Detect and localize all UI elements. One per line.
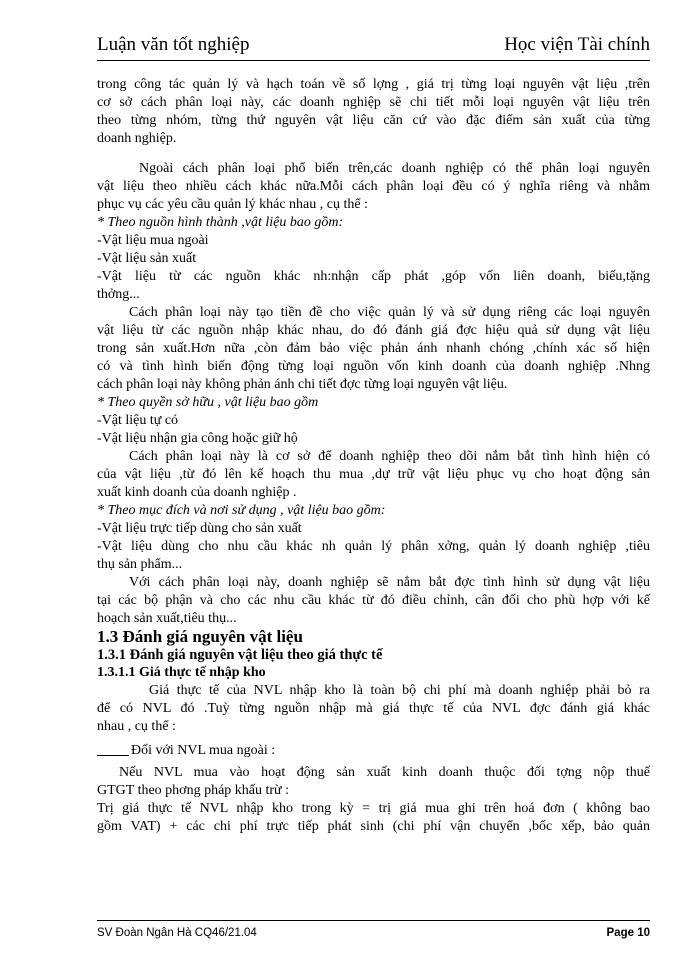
list-item: -Vật liệu mua ngoài	[97, 233, 209, 248]
header-institution: Học viện Tài chính	[504, 34, 650, 55]
heading-1-3-1: 1.3.1 Đánh giá nguyên vật liệu theo giá thực tế	[97, 647, 383, 663]
list-item: thụ sản phẩm...	[97, 557, 183, 572]
text-line: Giá thực tế của NVL nhập kho là toàn bộ chi phí mà doanh nghiệp phải bỏ ra	[149, 683, 650, 698]
text-line: Đối với NVL mua ngoài :	[131, 743, 276, 758]
section-title: * Theo nguồn hình thành ,vật liệu bao gồm:	[97, 215, 344, 230]
text-line: Cách phân loại này tạo tiền đề cho việc quản lý và sử dụng riêng các loại nguyên	[129, 305, 650, 320]
list-item: -Vật liệu dùng cho nhu cầu khác nh quản lý phân xởng, quản lý doanh nghiệp ,tiêu	[97, 539, 650, 554]
heading-1-3-1-1: 1.3.1.1 Giá thực tế nhập kho	[97, 665, 266, 680]
section-title: * Theo quyền sở hữu , vật liệu bao gồm	[97, 395, 319, 410]
list-item: thởng...	[97, 287, 140, 302]
text-line: trong sản xuất.Hơn nữa ,còn đảm bảo việc phản ánh nhanh chóng ,chính xác số hiện	[97, 341, 650, 356]
list-item: -Vật liệu trực tiếp dùng cho sản xuất	[97, 521, 302, 536]
text-line: theo từng nhóm, từng thứ nguyên vật liệu căn cứ vào đặc điểm sản xuất của từng	[97, 113, 650, 128]
text-line: vật liệu theo nhiều cách khác nữa.Mỗi cách phân loại đều có ý nghĩa riêng và nhằm	[97, 179, 650, 194]
text-line: của vật liệu ,từ đó lên kế hoạch thu mua ,dự trữ vật liệu phục vụ cho hoạt động sản	[97, 467, 650, 482]
text-line: Với cách phân loại này, doanh nghiệp sẽ nắm bắt đợc tình hình sử dụng vật liệu	[129, 575, 650, 590]
text-line: hoạch sản xuất,tiêu thụ...	[97, 611, 237, 626]
text-line: cơ sở cách phân loại này, các doanh nghiệp sẽ chi tiết mỗi loại nguyên vật liệu trên	[97, 95, 650, 110]
text-line: trong công tác quản lý và hạch toán về số lợng , giá trị từng loại nguyên vật liệu ,trên	[97, 77, 650, 92]
header-thesis-label: Luận văn tốt nghiệp	[97, 34, 250, 55]
text-line: Cách phân loại này là cơ sở để doanh nghiệp theo dõi nắm bắt tình hình hiện có	[129, 449, 650, 464]
text-line: gồm VAT) + các chi phí trực tiếp phát sinh (chi phí vận chuyển ,bốc xếp, bảo quản	[97, 819, 650, 834]
text-line: vật liệu từ các nguồn nhập khác nhau, do đó đánh giá đợc hiệu quả sử dụng vật liệu	[97, 323, 650, 338]
text-line: phục vụ các yêu cầu quản lý khác nhau , cụ thể :	[97, 197, 368, 212]
list-item: -Vật liệu nhận gia công hoặc giữ hộ	[97, 431, 298, 446]
underline-mark	[97, 755, 129, 756]
page-content	[97, 76, 650, 836]
list-item: -Vật liệu tự có	[97, 413, 179, 428]
text-line: xuất kinh doanh của doanh nghiệp .	[97, 485, 297, 500]
text-line: doanh nghiệp.	[97, 131, 177, 146]
text-line: để có NVL đó .Tuỳ từng nguồn nhập mà giá thực tế của NVL đợc đánh giá khác	[97, 701, 650, 716]
text-line: Ngoài cách phân loại phổ biến trên,các doanh nghiệp có thể phân loại nguyên	[139, 161, 650, 176]
text-line: cách phân loại này không phản ánh chi tiết đợc từng loại nguyên vật liệu.	[97, 377, 508, 392]
page-footer	[97, 920, 650, 943]
text-line: Trị giá thực tế NVL nhập kho trong kỳ = trị giá mua ghi trên hoá đơn ( không bao	[97, 801, 650, 816]
text-line: có và tình hình biến động từng loại nguồn vốn kinh doanh của doanh nghiệp .Nhng	[97, 359, 650, 374]
text-line: tại các bộ phận và cho các nhu cầu khác từ đó điều chỉnh, cân đối cho phù hợp với kế	[97, 593, 650, 608]
page-header	[97, 30, 650, 61]
text-line: GTGT theo phơng pháp khấu trừ :	[97, 783, 290, 798]
text-line: nhau , cụ thể :	[97, 719, 176, 734]
list-item: -Vật liệu từ các nguồn khác nh:nhận cấp phát ,góp vốn liên doanh, biếu,tặng	[97, 269, 650, 284]
text-line: Nếu NVL mua vào hoạt động sản xuất kinh doanh thuộc đối tợng nộp thuế	[119, 765, 650, 780]
page-number: Page 10	[606, 927, 650, 939]
list-item: -Vật liệu sản xuất	[97, 251, 197, 266]
section-title: * Theo mục đích và nơi sử dụng , vật liệu bao gồm:	[97, 503, 386, 518]
heading-1-3: 1.3 Đánh giá nguyên vật liệu	[97, 627, 303, 646]
footer-author: SV Đoàn Ngân Hà CQ46/21.04	[97, 927, 257, 939]
